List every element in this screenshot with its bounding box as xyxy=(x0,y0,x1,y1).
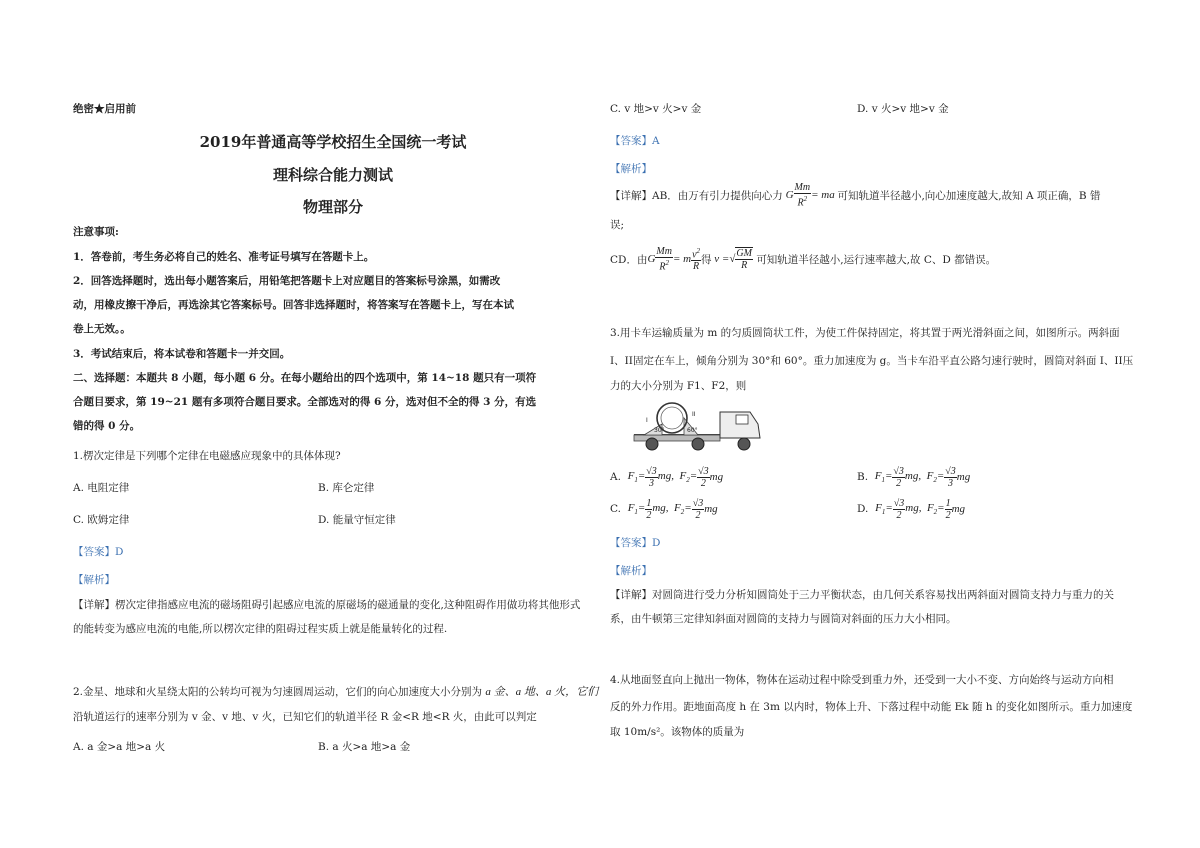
slope-2-label: II xyxy=(692,411,696,418)
q3-detail-line-1: 【详解】对圆筒进行受力分析知圆筒处于三力平衡状态，由几何关系容易找出两斜面对圆筒支持力与重力的关 xyxy=(610,589,1114,601)
q3-option-a: A. $F_1=$ $\frac{√3}{3}$ mg, $F_2=$ $\frac{√3}{2}$ mg xyxy=(610,465,724,489)
q2-answer: 【答案】A xyxy=(610,135,660,147)
q3-option-d: D. $F_1=$ $\frac{√3}{2}$ mg, $F_2=$ $\frac{1}{2}$ mg xyxy=(857,497,966,521)
q4-stem-line-1: 4.从地面竖直向上抛出一物体，物体在运动过程中除受到重力外，还受到一大小不变、方向始终与运动方向相 xyxy=(610,674,1114,686)
q2-stem-line-1: 2.金星、地球和火星绕太阳的公转均可视为匀速圆周运动，它们的向心加速度大小分别为 a 金、a 地、a 火，它们 xyxy=(73,686,599,698)
q3-stem-line-2: I、II固定在车上，倾角分别为 30°和 60°。重力加速度为 g。当卡车沿平直公路匀速行驶时，圆筒对斜面 I、II压 xyxy=(610,355,1134,367)
note-2-line-3: 卷上无效。。 xyxy=(73,323,131,335)
q2-detail-cd: CD．由 G $\frac{Mm}{R^2}$ = m $\frac{v^2}{R}$ 得 v = √ $\frac{GM}{R}$ 可知轨道半径越小,运行速率越大,故 C、D 都错误。 xyxy=(610,245,997,273)
q2-analysis-label: 【解析】 xyxy=(610,163,652,175)
note-2-line-1: 2．回答选择题时，选出每小题答案后，用铅笔把答题卡上对应题目的答案标号涂黑，如需改 xyxy=(73,275,501,287)
q1-option-d: D. 能量守恒定律 xyxy=(318,514,396,526)
q1-answer: 【答案】D xyxy=(73,546,124,558)
q2-option-b: B. a 火>a 地>a 金 xyxy=(318,741,411,753)
q3-stem-line-1: 3.用卡车运输质量为 m 的匀质圆筒状工件，为使工件保持固定，将其置于两光滑斜面之间，如图所示。两斜面 xyxy=(610,327,1120,339)
note-3: 3．考试结束后，将本试卷和答题卡一并交回。 xyxy=(73,348,291,360)
q1-analysis-label: 【解析】 xyxy=(73,574,115,586)
slope-1-label: I xyxy=(646,417,648,424)
q3-stem-line-3: 力的大小分别为 F1、F2，则 xyxy=(610,380,747,392)
section-instructions-2: 合题目要求，第 19~21 题有多项符合题目要求。全部选对的得 6 分，选对但不全的得 3 分，有选 xyxy=(73,396,537,408)
q2-stem-line-2: 沿轨道运行的速率分别为 v 金、v 地、v 火，已知它们的轨道半径 R 金<R 地<R 火，由此可以判定 xyxy=(73,711,537,723)
q4-stem-line-3: 取 10m/s²。该物体的质量为 xyxy=(610,726,745,738)
q1-detail-line-1: 【详解】楞次定律指感应电流的磁场阻碍引起感应电流的原磁场的磁通量的变化,这种阻碍作用做功将其他形式 xyxy=(73,599,581,611)
truck-figure xyxy=(632,400,768,456)
q3-option-c: C. $F_1=$ $\frac{1}{2}$ mg, $F_2=$ $\frac{√3}{2}$ mg xyxy=(610,497,718,521)
q3-detail-line-2: 系，由牛顿第三定律知斜面对圆筒的支持力与圆筒对斜面的压力大小相同。 xyxy=(610,613,957,625)
q2-option-c: C. v 地>v 火>v 金 xyxy=(610,103,702,115)
section-instructions-1: 二、选择题：本题共 8 小题，每小题 6 分。在每小题给出的四个选项中，第 14~18 题只有一项符 xyxy=(73,372,537,384)
q1-option-c: C. 欧姆定律 xyxy=(73,514,130,526)
q2-detail-ab: 【详解】AB．由万有引力提供向心力 G $\frac{Mm}{R^2}$ = ma 可知轨道半径越小,向心加速度越大,故知 A 项正确，B 错 xyxy=(610,181,1101,209)
exam-subtitle: 理科综合能力测试 xyxy=(272,166,393,184)
q3-answer: 【答案】D xyxy=(610,537,661,549)
angle-30-label: 30° xyxy=(654,427,665,434)
q2-option-d: D. v 火>v 地>v 金 xyxy=(857,103,949,115)
q3-option-b: B. $F_1=$ $\frac{√3}{2}$ mg, $F_2=$ $\frac{√3}{3}$ mg xyxy=(857,465,971,489)
exam-section-title: 物理部分 xyxy=(302,198,363,216)
q4-stem-line-2: 反的外力作用。距地面高度 h 在 3m 以内时，物体上升、下落过程中动能 Ek 随 h 的变化如图所示。重力加速度 xyxy=(610,701,1133,713)
note-2-line-2: 动，用橡皮擦干净后，再选涂其它答案标号。回答非选择题时，将答案写在答题卡上，写在本试 xyxy=(73,299,514,311)
q2-detail-ab-cont: 误; xyxy=(610,219,625,231)
angle-60-label: 60° xyxy=(687,427,698,434)
q3-analysis-label: 【解析】 xyxy=(610,565,652,577)
section-instructions-3: 错的得 0 分。 xyxy=(73,420,141,432)
q1-stem: 1.楞次定律是下列哪个定律在电磁感应现象中的具体体现? xyxy=(73,450,341,462)
note-1: 1．答卷前，考生务必将自己的姓名、准考证号填写在答题卡上。 xyxy=(73,251,375,263)
q2-option-a: A. a 金>a 地>a 火 xyxy=(73,741,166,753)
q1-option-a: A. 电阻定律 xyxy=(73,482,130,494)
q1-detail-line-2: 的能转变为感应电流的电能,所以楞次定律的阻碍过程实质上就是能量转化的过程. xyxy=(73,623,448,635)
notes-heading: 注意事项: xyxy=(73,226,119,238)
secret-label: 绝密★启用前 xyxy=(73,103,136,115)
q1-option-b: B. 库仑定律 xyxy=(318,482,375,494)
exam-title: 2019年普通高等学校招生全国统一考试 xyxy=(199,133,467,151)
